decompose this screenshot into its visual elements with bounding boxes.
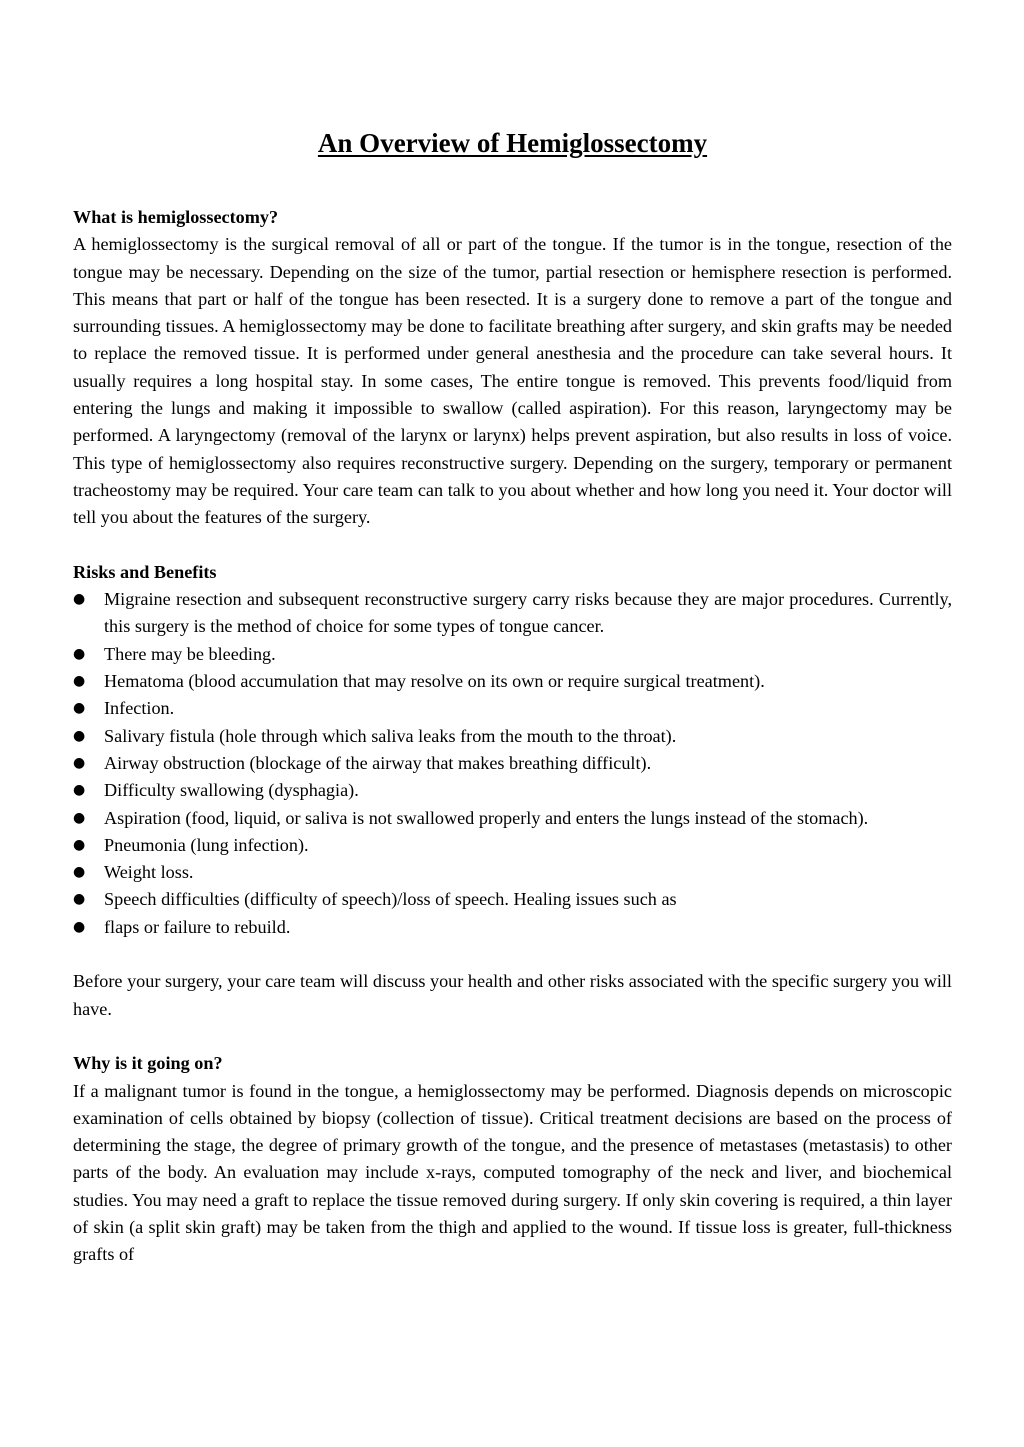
- section-heading-risks: Risks and Benefits: [73, 561, 217, 582]
- bullet-icon: ●: [73, 673, 86, 690]
- section-body-what: A hemiglossectomy is the surgical removal of all or part of the tongue. If the tumor is in the tongue, resection of the tongue may be necessary. Depending on the size of the tumor, partial resection or hemisphere resection is performed. This means that part or half of the tongue has been resected. It is a surgery done to remove a part of the tongue and surrounding tissues. A hemiglossectomy may be done to facilitate breathing after surgery, and skin grafts may be needed to replace the removed tissue. It is performed under general anesthesia and the procedure can take several hours. It usually requires a long hospital stay. In some cases, The entire tongue is removed. This prevents food/liquid from entering the lungs and making it impossible to swallow (called aspiration). For this reason, laryngectomy may be performed. A laryngectomy (removal of the larynx or larynx) helps prevent aspiration, but also results in loss of voice. This type of hemiglossectomy also requires reconstructive surgery. Depending on the surgery, temporary or permanent tracheostomy may be required. Your care team can talk to you about whether and how long you need it. Your doctor will tell you about the features of the surgery.: [73, 234, 952, 528]
- bullet-icon: ●: [73, 754, 86, 771]
- bullet-icon: ●: [73, 782, 86, 799]
- list-item-text: Migraine resection and subsequent reconstructive surgery carry risks because they are major procedures. Currently, this surgery is the method of choice for some types of tongue cancer.: [104, 589, 952, 637]
- list-item: [73, 723, 952, 750]
- list-item-text: Hematoma (blood accumulation that may resolve on its own or require surgical treatment).: [104, 671, 765, 692]
- document-title: An Overview of Hemiglossectomy: [317, 128, 708, 158]
- risks-followup-text: Before your surgery, your care team will discuss your health and other risks associated with the specific surgery you will have.: [73, 971, 952, 1019]
- list-item: [73, 668, 952, 695]
- bullet-icon: ●: [73, 809, 86, 826]
- list-item: [73, 914, 952, 941]
- list-item: [73, 832, 952, 859]
- list-item-text: flaps or failure to rebuild.: [104, 916, 291, 937]
- spacer: [73, 532, 952, 559]
- bullet-icon: ●: [73, 918, 86, 935]
- risks-list: [73, 586, 952, 941]
- list-item: [73, 805, 952, 832]
- list-item-text: Infection.: [104, 698, 175, 719]
- list-item-text: Salivary fistula (hole through which saliva leaks from the mouth to the throat).: [104, 725, 677, 746]
- list-item: [73, 886, 952, 913]
- list-item: [73, 859, 952, 886]
- spacer: [73, 1023, 952, 1050]
- spacer: [73, 941, 952, 968]
- bullet-icon: ●: [73, 836, 86, 853]
- bullet-icon: ●: [73, 727, 86, 744]
- list-item: [73, 641, 952, 668]
- section-body-why: If a malignant tumor is found in the tongue, a hemiglossectomy may be performed. Diagnosis depends on microscopic examination of cells obtained by biopsy (collection of tissue). Critical treatment decisions are based on the process of determining the stage, the degree of primary growth of the tongue, and the presence of metastases (metastasis) to other parts of the body. An evaluation may include x-rays, computed tomography of the neck and liver, and biochemical studies. You may need a graft to replace the tissue removed during surgery. If only skin covering is required, a thin layer of skin (a split skin graft) may be taken from the thigh and applied to the wound. If tissue loss is greater, full-thickness grafts of: [73, 1080, 952, 1265]
- list-item-text: Weight loss.: [104, 862, 194, 883]
- list-item: [73, 695, 952, 722]
- list-item-text: Speech difficulties (difficulty of speech)/loss of speech. Healing issues such as: [104, 889, 677, 910]
- list-item-text: Pneumonia (lung infection).: [104, 834, 309, 855]
- list-item: [73, 586, 952, 641]
- bullet-icon: ●: [73, 645, 86, 662]
- bullet-icon: ●: [73, 700, 86, 717]
- list-item-text: There may be bleeding.: [104, 643, 276, 664]
- bullet-icon: ●: [73, 891, 86, 908]
- bullet-icon: ●: [73, 864, 86, 881]
- section-heading-why: Why is it going on?: [73, 1053, 223, 1074]
- list-item: [73, 750, 952, 777]
- list-item: [73, 777, 952, 804]
- document-body: [73, 204, 952, 1269]
- bullet-icon: ●: [73, 591, 86, 608]
- list-item-text: Airway obstruction (blockage of the airway that makes breathing difficult).: [104, 752, 652, 773]
- list-item-text: Aspiration (food, liquid, or saliva is not swallowed properly and enters the lungs instead of the stomach).: [104, 807, 869, 828]
- section-heading-what: What is hemiglossectomy?: [73, 207, 279, 227]
- list-item-text: Difficulty swallowing (dysphagia).: [104, 780, 359, 801]
